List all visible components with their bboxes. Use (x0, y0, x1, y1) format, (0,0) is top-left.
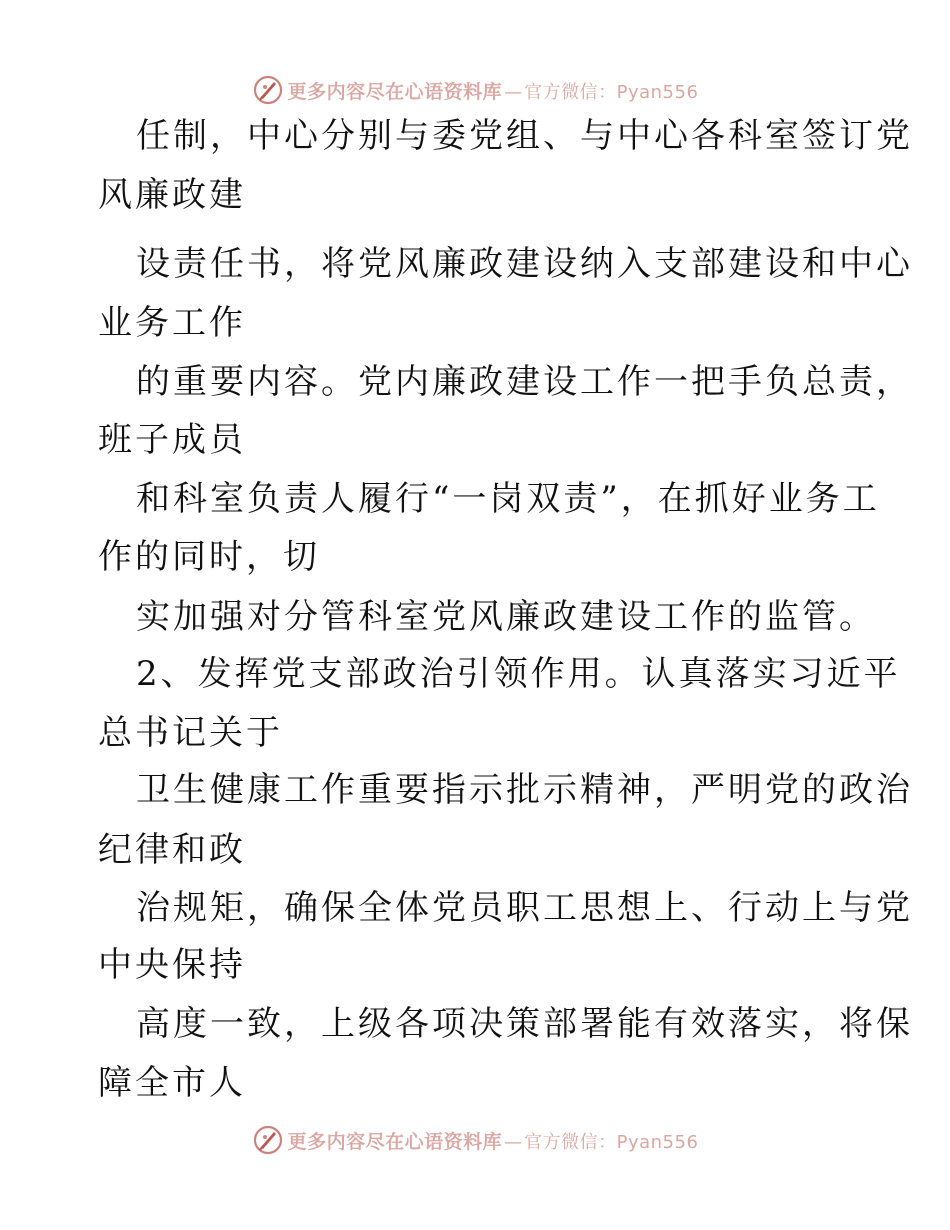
quill-logo-icon (252, 1124, 284, 1156)
footer-watermark (0, 1120, 950, 1160)
text-line: 班子成员 (98, 420, 246, 460)
text-line: 风廉政建 (98, 175, 246, 215)
text-line: 高度一致，上级各项决策部署能有效落实，将保 (136, 1004, 913, 1044)
text-line: 业务工作 (98, 303, 246, 343)
text-line: 总书记关于 (98, 713, 283, 753)
text-line: 卫生健康工作重要指示批示精神，严明党的政治 (136, 770, 913, 810)
text-line: 纪律和政 (98, 830, 246, 870)
text-line: 2、发挥党支部政治引领作用。认真落实习近平 (136, 654, 901, 694)
text-line: 任制，中心分别与委党组、与中心各科室签订党 (136, 116, 913, 156)
text-line: 治规矩，确保全体党员职工思想上、行动上与党 (136, 888, 913, 928)
watermark-main-text: 更多内容尽在心语资料库 (287, 1130, 503, 1153)
text-line: 中央保持 (98, 945, 246, 985)
watermark-wechat-text: 官方微信：Pyan556 (524, 81, 699, 103)
text-line: 障全市人 (98, 1063, 246, 1103)
text-line: 作的同时，切 (98, 537, 320, 577)
watermark-main-text: 更多内容尽在心语资料库 (287, 80, 503, 103)
text-line: 实加强对分管科室党风廉政建设工作的监管。 (136, 597, 876, 637)
watermark-separator: — (504, 1131, 523, 1153)
watermark-wechat-text: 官方微信：Pyan556 (524, 1131, 699, 1153)
text-line: 和科室负责人履行“一岗双责”，在抓好业务工 (136, 479, 880, 519)
quill-logo-icon (252, 74, 284, 106)
text-line: 的重要内容。党内廉政建设工作一把手负总责， (136, 362, 913, 402)
watermark-separator: — (504, 81, 523, 103)
text-line: 设责任书，将党风廉政建设纳入支部建设和中心 (136, 244, 913, 284)
header-watermark (0, 70, 950, 110)
